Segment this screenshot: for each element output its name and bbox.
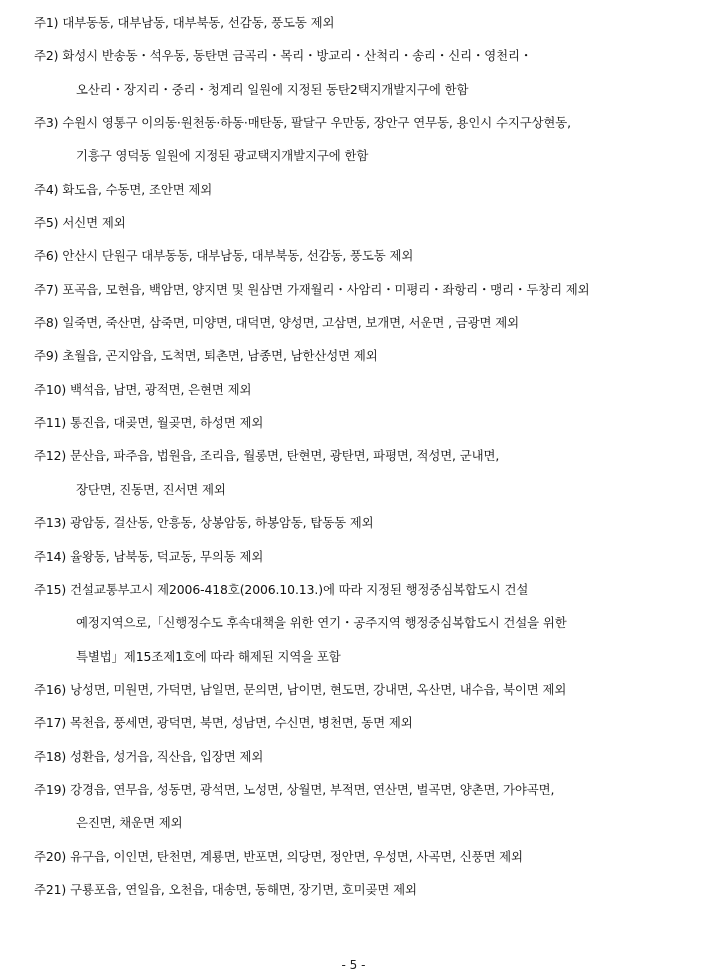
footnote-first-line [34,439,694,472]
footnote-first-line [34,573,694,606]
footnote-marker: 주1) [34,15,59,30]
footnote-text: 낭성면, 미원면, 가덕면, 남일면, 문의면, 남이면, 현도면, 강내면, 옥산면, 내수읍, 북이면 제외 [70,681,567,697]
footnote-marker: 주8) [34,315,59,331]
footnote-continuation-line: 기흥구 영덕동 일원에 지정된 광교택지개발지구에 한함 [76,148,369,164]
footnote-text: 수원시 영통구 이의동·원천동·하동·매탄동, 팔달구 우만동, 장안구 연무동, 용인시 수지구상현동, [62,115,572,131]
footnote-marker: 주14) [34,548,67,564]
footnote-item [34,406,694,439]
footnote-first-line [34,840,694,873]
footnote-marker: 주2) [34,48,59,64]
footnote-text: 대부동동, 대부남동, 대부북동, 선감동, 풍도동 제외 [62,15,335,30]
footnote-first-line [34,673,694,706]
footnote-first-line [34,773,694,806]
footnote-first-line [34,39,694,72]
footnote-marker: 주13) [34,515,67,531]
footnote-marker: 주18) [34,748,67,764]
footnote-first-line [34,873,694,906]
footnote-first-line [34,206,694,239]
footnote-item [34,306,694,339]
footnote-item [34,39,694,106]
footnote-text: 통진읍, 대곶면, 월곶면, 하성면 제외 [70,415,264,431]
footnote-item [34,740,694,773]
footnote-marker: 주6) [34,248,59,264]
footnote-item [34,840,694,873]
footnote-text: 초월읍, 곤지암읍, 도척면, 퇴촌면, 남종면, 남한산성면 제외 [62,348,378,364]
footnote-first-line [34,173,694,206]
footnote-item [34,773,694,840]
footnote-first-line [34,306,694,339]
footnote-item [34,540,694,573]
footnote-item [34,506,694,539]
footnote-item [34,439,694,506]
footnote-marker: 주4) [34,181,59,197]
footnote-text: 광암동, 걸산동, 안흥동, 상봉암동, 하봉암동, 탑동동 제외 [70,515,374,531]
footnote-first-line [34,540,694,573]
footnote-first-line [34,706,694,739]
footnote-continuation-line: 특별법」제15조제1호에 따라 해제된 지역을 포함 [76,648,341,664]
footnote-marker: 주21) [34,881,67,897]
footnote-item [34,206,694,239]
footnote-text: 성환읍, 성거읍, 직산읍, 입장면 제외 [70,748,264,764]
footnote-item [34,273,694,306]
footnote-item [34,673,694,706]
footnote-marker: 주7) [34,281,59,297]
footnote-marker: 주9) [34,348,59,364]
footnote-item [34,106,694,173]
footnote-marker: 주12) [34,448,67,464]
footnote-marker: 주10) [34,381,67,397]
footnote-text: 화도읍, 수동면, 조안면 제외 [62,181,213,197]
footnote-item [34,873,694,906]
footnote-marker: 주11) [34,415,67,431]
footnote-marker: 주3) [34,115,59,131]
footnote-text: 서신면 제외 [62,215,126,231]
footnote-text: 유구읍, 이인면, 탄천면, 계룡면, 반포면, 의당면, 정안면, 우성면, 사곡면, 신풍면 제외 [70,848,523,864]
page-number: - 5 - [341,958,366,972]
footnote-first-line [34,406,694,439]
footnote-first-line [34,373,694,406]
footnote-item [34,573,694,673]
footnote-first-line [34,106,694,139]
footnote-marker: 주20) [34,848,67,864]
footnote-text: 강경읍, 연무읍, 성동면, 광석면, 노성면, 상월면, 부적면, 연산면, 벌곡면, 양촌면, 가야곡면, [70,781,555,797]
footnote-marker: 주5) [34,215,59,231]
footnote-first-line [34,273,694,306]
footnote-item [34,706,694,739]
footnote-marker: 주16) [34,681,67,697]
footnote-item [34,339,694,372]
footnote-text: 포곡읍, 모현읍, 백암면, 양지면 및 원삼면 가재월리・사암리・미평리・좌항리・맹리・두창리 제외 [62,281,590,297]
footnote-first-line [34,740,694,773]
footnote-item [34,239,694,272]
footnote-item [34,6,694,39]
footnote-text: 일죽면, 죽산면, 삼죽면, 미양면, 대덕면, 양성면, 고삼면, 보개면, 서운면 , 금광면 제외 [62,315,519,331]
footnote-item [34,373,694,406]
footnote-marker: 주17) [34,715,67,731]
footnote-list [34,6,694,906]
footnote-item [34,173,694,206]
footnote-text: 구룡포읍, 연일읍, 오천읍, 대송면, 동해면, 장기면, 호미곶면 제외 [70,881,417,897]
footnote-text: 화성시 반송동・석우동, 동탄면 금곡리・목리・방교리・산척리・송리・신리・영천리・ [62,48,533,64]
footnote-first-line [34,6,694,39]
footnote-continuation-line: 예정지역으로,「신행정수도 후속대책을 위한 연기・공주지역 행정중심복합도시 건설을 위한 [76,615,567,631]
footnote-text: 목천읍, 풍세면, 광덕면, 북면, 성남면, 수신면, 병천면, 동면 제외 [70,715,413,731]
footnote-text: 율왕동, 남북동, 덕교동, 무의동 제외 [70,548,264,564]
footnote-continuation-line: 오산리・장지리・중리・청계리 일원에 지정된 동탄2택지개발지구에 한함 [76,81,469,97]
footnote-text: 건설교통부고시 제2006-418호(2006.10.13.)에 따라 지정된 행정중심복합도시 건설 [70,581,529,597]
footnote-continuation-line: 은진면, 채운면 제외 [76,815,183,831]
footnote-text: 문산읍, 파주읍, 법원읍, 조리읍, 월롱면, 탄현면, 광탄면, 파평면, 적성면, 군내면, [70,448,500,464]
footnote-continuation-line: 장단면, 진동면, 진서면 제외 [76,481,226,497]
footnote-marker: 주15) [34,581,67,597]
footnote-first-line [34,339,694,372]
footnote-first-line [34,239,694,272]
footnote-text: 안산시 단원구 대부동동, 대부남동, 대부북동, 선감동, 풍도동 제외 [62,248,414,264]
footnote-text: 백석읍, 남면, 광적면, 은현면 제외 [70,381,252,397]
footnote-first-line [34,506,694,539]
footnote-marker: 주19) [34,781,67,797]
